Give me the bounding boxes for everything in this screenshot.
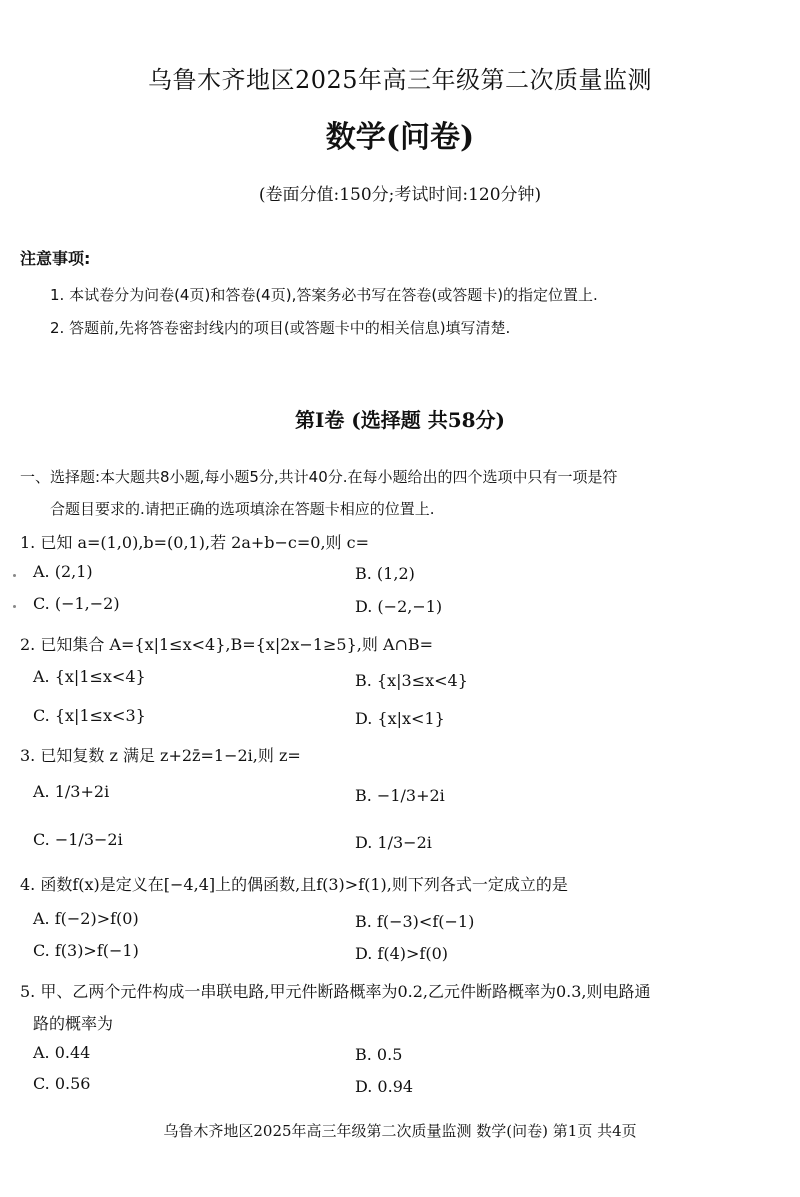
question-stem: 3. 已知复数 z 满足 z+2z̄=1−2i,则 z= bbox=[20, 746, 301, 765]
option-b: B. (1,2) bbox=[355, 564, 415, 583]
option-a: A. 0.44 bbox=[33, 1043, 91, 1062]
option-c: C. {x|1≤x<3} bbox=[33, 706, 146, 725]
question-stem: 1. 已知 a=(1,0),b=(0,1),若 2a+b−c=0,则 c= bbox=[20, 533, 370, 552]
option-c: C. f(3)>f(−1) bbox=[33, 941, 139, 960]
exam-title: 乌鲁木齐地区2025年高三年级第二次质量监测 bbox=[147, 66, 653, 94]
option-b: B. −1/3+2i bbox=[355, 786, 445, 805]
option-b: B. 0.5 bbox=[355, 1045, 403, 1064]
option-a: A. (2,1) bbox=[33, 562, 93, 581]
notice-item: 1. 本试卷分为问卷(4页)和答卷(4页),答案务必书写在答卷(或答题卡)的指定位置上. bbox=[50, 286, 598, 304]
option-d: D. {x|x<1} bbox=[355, 709, 445, 728]
option-c: C. −1/3−2i bbox=[33, 830, 123, 849]
question-stem-continued: 路的概率为 bbox=[33, 1014, 114, 1033]
option-d: D. 0.94 bbox=[355, 1077, 414, 1096]
subject-title: 数学(问卷) bbox=[325, 120, 475, 155]
scan-dot bbox=[13, 574, 16, 577]
scan-dot bbox=[13, 605, 16, 608]
part-intro: 一、选择题:本大题共8小题,每小题5分,共计40分.在每小题给出的四个选项中只有一项是符 bbox=[20, 468, 618, 486]
section-title: 第Ⅰ卷 (选择题 共58分) bbox=[294, 408, 506, 432]
notice-item: 2. 答题前,先将答卷密封线内的项目(或答题卡中的相关信息)填写清楚. bbox=[50, 319, 511, 337]
option-b: B. f(−3)<f(−1) bbox=[355, 912, 475, 931]
option-a: A. {x|1≤x<4} bbox=[33, 667, 146, 686]
option-d: D. 1/3−2i bbox=[355, 833, 432, 852]
option-c: C. 0.56 bbox=[33, 1074, 91, 1093]
option-a: A. f(−2)>f(0) bbox=[33, 909, 139, 928]
option-d: D. (−2,−1) bbox=[355, 597, 443, 616]
option-c: C. (−1,−2) bbox=[33, 594, 120, 613]
option-b: B. {x|3≤x<4} bbox=[355, 671, 468, 690]
question-stem: 4. 函数f(x)是定义在[−4,4]上的偶函数,且f(3)>f(1),则下列各式一定成立的是 bbox=[20, 875, 568, 894]
question-stem: 5. 甲、乙两个元件构成一串联电路,甲元件断路概率为0.2,乙元件断路概率为0.3,则电路通 bbox=[20, 982, 651, 1001]
question-stem: 2. 已知集合 A={x|1≤x<4},B={x|2x−1≥5},则 A∩B= bbox=[20, 635, 434, 654]
score-info: (卷面分值:150分;考试时间:120分钟) bbox=[258, 185, 542, 205]
option-a: A. 1/3+2i bbox=[33, 782, 110, 801]
part-intro: 合题目要求的.请把正确的选项填涂在答题卡相应的位置上. bbox=[50, 500, 435, 518]
page-footer: 乌鲁木齐地区2025年高三年级第二次质量监测 数学(问卷) 第1页 共4页 bbox=[163, 1122, 637, 1140]
option-d: D. f(4)>f(0) bbox=[355, 944, 449, 963]
notice-title: 注意事项: bbox=[20, 249, 91, 268]
